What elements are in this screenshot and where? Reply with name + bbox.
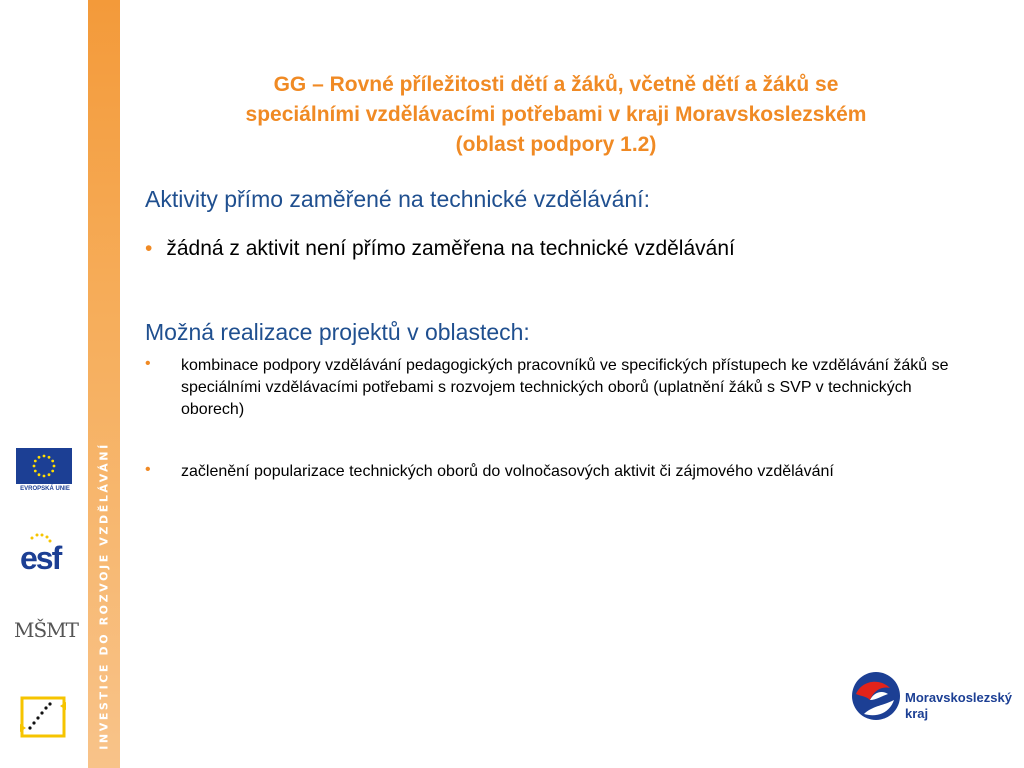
section2-bullet-1: kombinace podpory vzdělávání pedagogických pracovníků ve specifických přístupech ke vzdělávání žáků se speciálními vzdělávacími potřebami s rozvojem technických oborů (uplatnění žáků s SVP v technických oborech) (181, 357, 949, 418)
slide-title (150, 70, 962, 160)
bullet-dot-icon: • (145, 355, 151, 372)
msmt-logo: MŠMT (14, 618, 78, 642)
bullet-dot-icon: • (145, 237, 153, 260)
moravskoslezsky-kraj-emblem-icon (850, 670, 902, 722)
title-line-3: (oblast podpory 1.2) (455, 133, 657, 156)
frame-logo-icon (16, 692, 70, 742)
section1-bullet-text: žádná z aktivit není přímo zaměřena na technické vzdělávání (166, 237, 735, 260)
left-margin (0, 0, 88, 768)
section2-heading: Možná realizace projektů v oblastech: (145, 319, 530, 345)
region-name-line-2: kraj (905, 706, 929, 721)
region-name-line-1: Moravskoslezský (905, 690, 1012, 705)
title-line-2: speciálními vzdělávacími potřebami v kraji Moravskoslezském (245, 103, 867, 126)
section2-bullet-2: začlenění popularizace technických oborů do volnočasových aktivit či zájmového vzdělávání (181, 463, 834, 480)
title-line-1: GG – Rovné příležitosti dětí a žáků, včetně dětí a žáků se (273, 73, 839, 96)
esf-logo: esf (20, 540, 61, 576)
section1-bullet (145, 237, 735, 261)
section1-heading: Aktivity přímo zaměřené na technické vzdělávání: (145, 186, 650, 212)
eu-caption: EVROPSKÁ UNIE (20, 486, 70, 492)
sidebar-vertical-text: INVESTICE DO ROZVOJE VZDĚLÁVÁNÍ (97, 442, 111, 750)
bullet-dot-icon: • (145, 461, 151, 478)
